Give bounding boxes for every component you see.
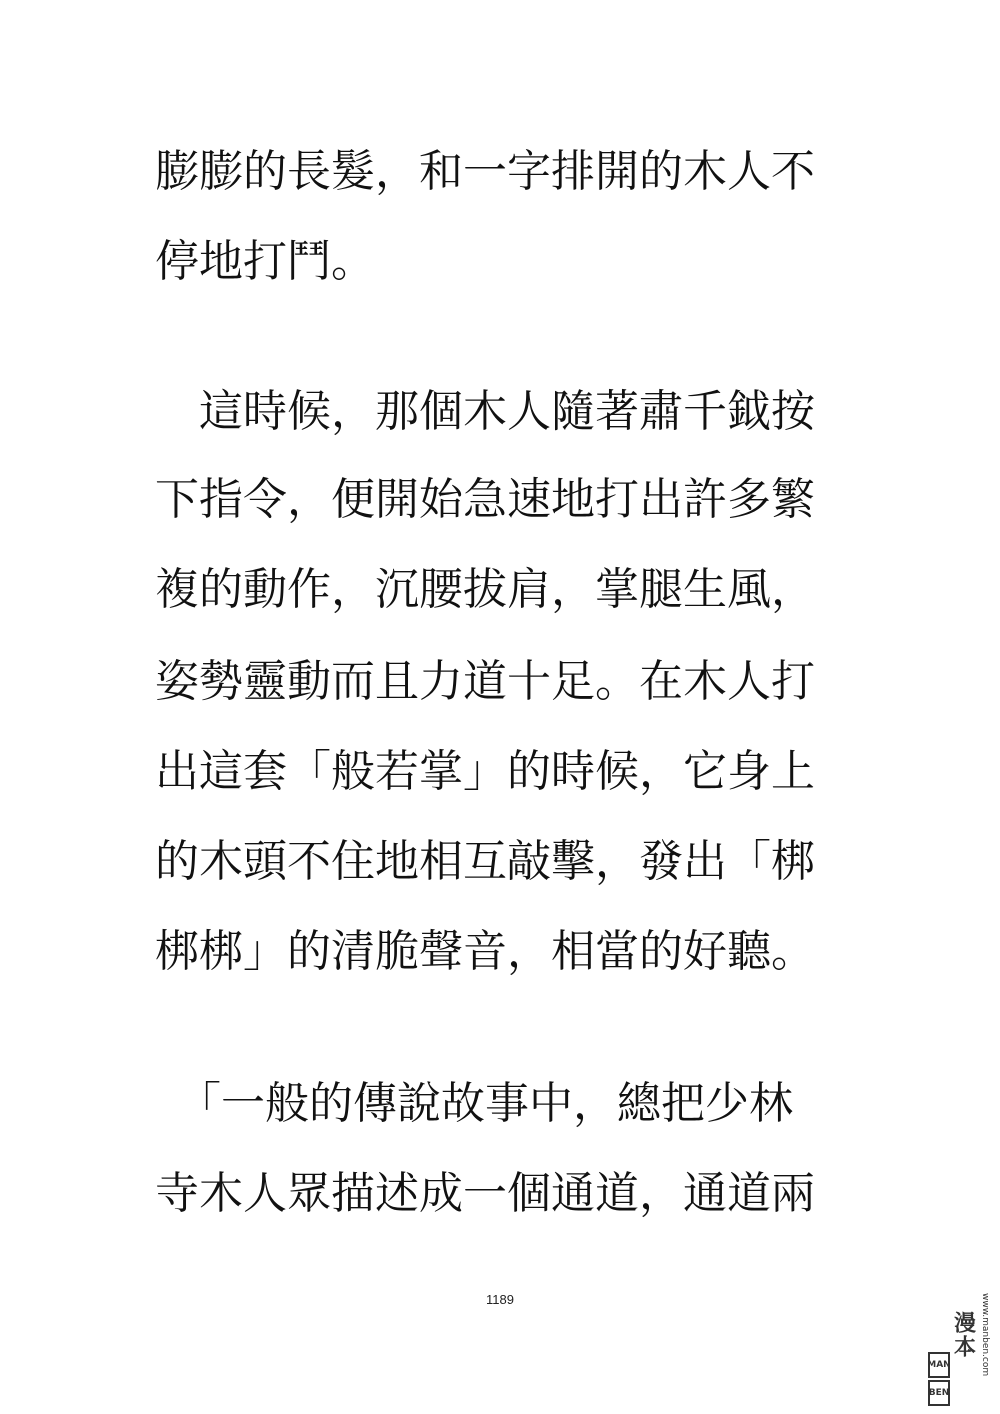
watermark-logo-bottom: BEN <box>928 1380 950 1406</box>
watermark-logo <box>928 1264 990 1406</box>
watermark-logo-big: 漫本 <box>950 1311 976 1359</box>
text-line: 「一般的傳說故事中，總把少林 <box>155 1078 793 1129</box>
watermark-logo-top: MAN <box>928 1352 950 1378</box>
watermark-url: www.manben.com <box>980 1293 990 1377</box>
text-line: 的木頭不住地相互敲擊，發出「梆 <box>155 836 815 887</box>
text-line: 姿勢靈動而且力道十足。在木人打 <box>155 656 815 707</box>
text-line: 下指令，便開始急速地打出許多繁 <box>155 474 815 525</box>
text-line: 出這套「般若掌」的時候，它身上 <box>155 746 815 797</box>
text-line: 膨膨的長髮，和一字排開的木人不 <box>155 146 815 197</box>
text-line: 這時候，那個木人隨著肅千鉞按 <box>155 386 815 437</box>
text-line: 複的動作，沉腰拔肩，掌腿生風， <box>155 564 815 615</box>
text-line: 停地打鬥。 <box>155 236 375 287</box>
text-line: 寺木人眾描述成一個通道，通道兩 <box>155 1168 815 1219</box>
text-line: 梆梆」的清脆聲音，相當的好聽。 <box>155 926 815 977</box>
page-number: 1189 <box>486 1292 514 1307</box>
